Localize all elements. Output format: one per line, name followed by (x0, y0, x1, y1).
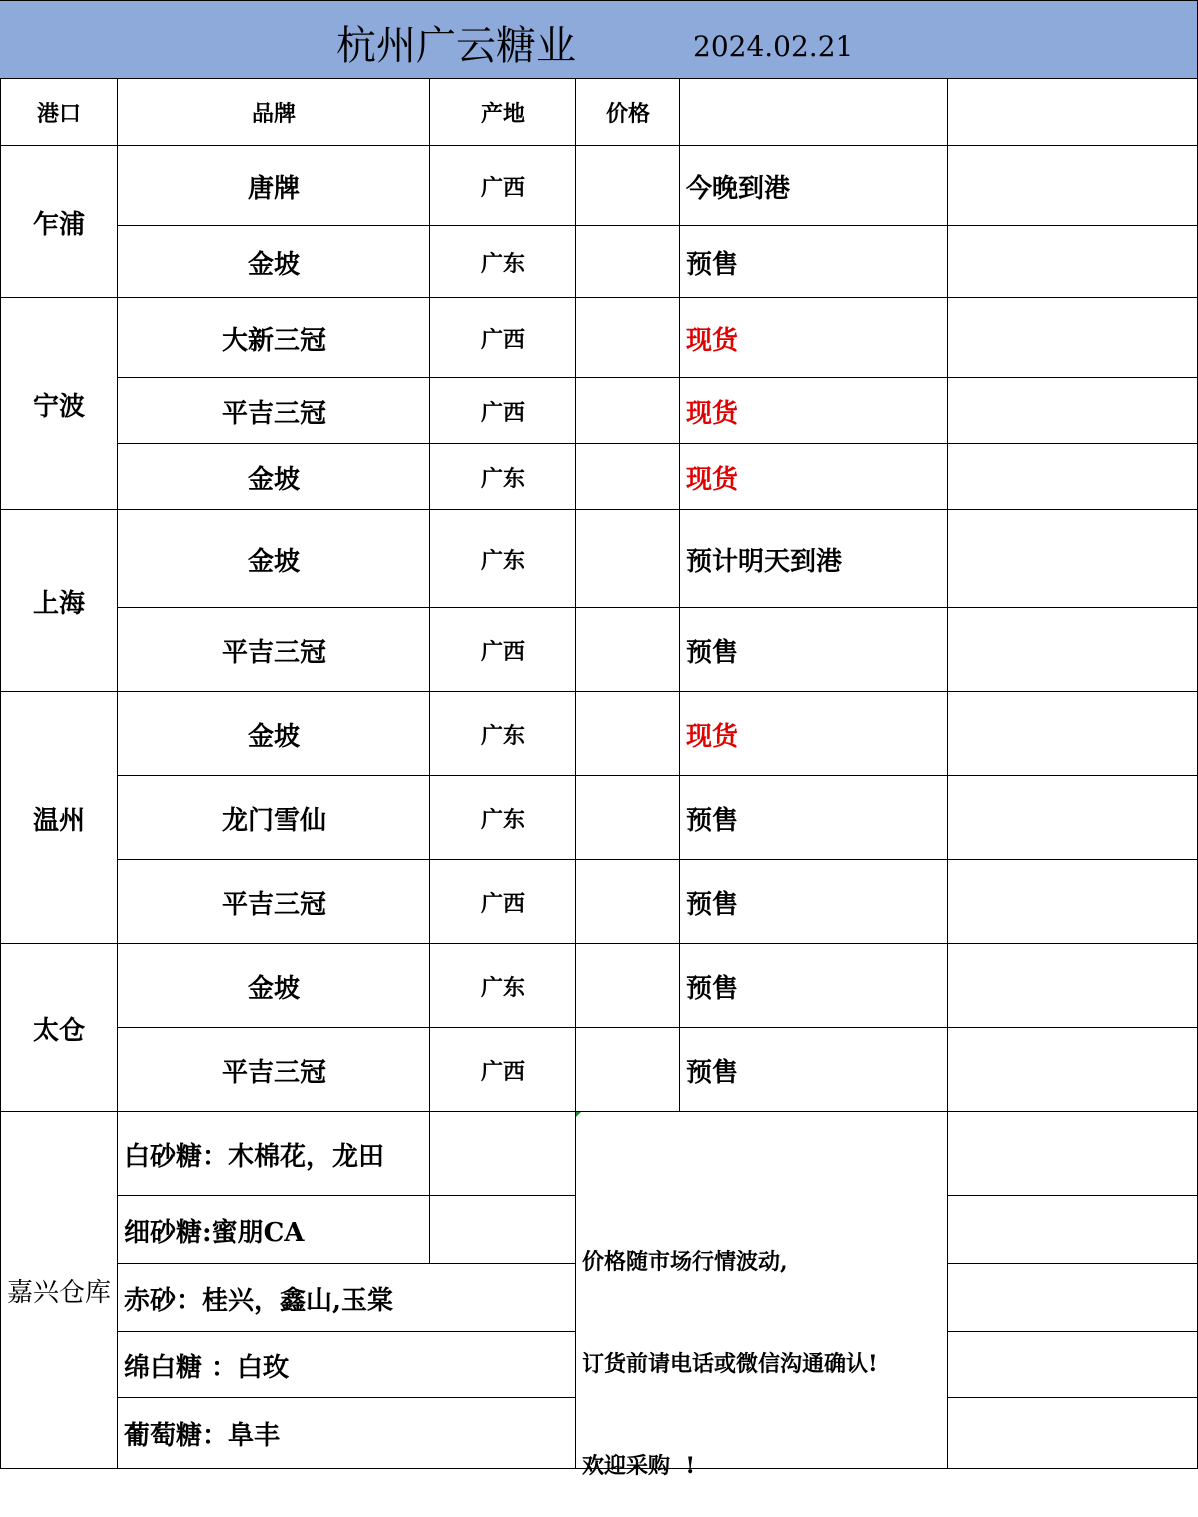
status-cell: 今晚到港 (686, 173, 791, 204)
status-cell: 现货 (686, 464, 739, 495)
origin-cell: 广东 (480, 806, 525, 833)
grid-line (575, 79, 576, 1469)
brand-cell: 金坡 (247, 249, 300, 280)
status-cell: 现货 (686, 325, 739, 356)
port-cell: 太仓 (32, 1015, 85, 1046)
header-origin: 产地 (480, 101, 525, 127)
status-cell: 预售 (686, 889, 739, 920)
header-brand: 品牌 (251, 101, 296, 127)
header-port: 港口 (36, 101, 81, 127)
origin-cell: 广东 (480, 722, 525, 749)
brand-cell: 平吉三冠 (221, 398, 326, 429)
inventory-item: 葡萄糖：阜丰 (124, 1421, 281, 1451)
brand-cell: 平吉三冠 (221, 889, 326, 920)
grid-line (947, 79, 948, 1469)
origin-cell: 广东 (480, 547, 525, 574)
origin-cell: 广西 (480, 638, 525, 665)
brand-cell: 金坡 (247, 973, 300, 1004)
status-cell: 现货 (686, 398, 739, 429)
origin-cell: 广西 (480, 890, 525, 917)
status-cell: 预计明天到港 (686, 546, 843, 577)
brand-cell: 龙门雪仙 (221, 805, 326, 836)
brand-cell: 金坡 (247, 464, 300, 495)
status-cell: 预售 (686, 249, 739, 280)
grid-line (948, 1195, 1198, 1196)
brand-cell: 平吉三冠 (221, 1057, 326, 1088)
inventory-item: 赤砂：桂兴，鑫山,玉棠 (124, 1285, 394, 1316)
cell-comment-marker (576, 1112, 581, 1117)
warehouse-cell: 嘉兴仓库 (6, 1278, 111, 1308)
grid-line (948, 1331, 1198, 1332)
status-cell: 现货 (686, 721, 739, 752)
inventory-item: 白砂糖：木棉花，龙田 (124, 1141, 385, 1172)
note-line: 欢迎采购 ! (582, 1453, 695, 1479)
inventory-item: 细砂糖:蜜朋CA (124, 1217, 305, 1248)
grid-line (948, 1263, 1198, 1264)
grid-line (948, 1397, 1198, 1398)
page-title: 杭州广云糖业 (336, 23, 576, 69)
port-cell: 上海 (32, 588, 85, 619)
brand-cell: 平吉三冠 (221, 637, 326, 668)
brand-cell: 大新三冠 (221, 325, 326, 356)
port-cell: 宁波 (32, 391, 85, 422)
origin-cell: 广西 (480, 1058, 525, 1085)
status-cell: 预售 (686, 1057, 739, 1088)
brand-cell: 唐牌 (247, 173, 300, 204)
port-cell: 乍浦 (32, 209, 85, 240)
grid-line (0, 78, 1198, 79)
header-price: 价格 (605, 101, 650, 127)
grid-line (117, 79, 118, 1469)
grid-line (0, 145, 1198, 146)
port-cell: 温州 (32, 805, 85, 836)
price-note (582, 1177, 878, 1517)
note-line: 价格随市场行情波动, (582, 1249, 788, 1275)
origin-cell: 广西 (480, 174, 525, 201)
grid-line (0, 79, 1, 1469)
brand-cell: 金坡 (247, 546, 300, 577)
origin-cell: 广西 (480, 399, 525, 426)
grid-line (679, 79, 680, 1112)
origin-cell: 广东 (480, 250, 525, 277)
status-cell: 预售 (686, 973, 739, 1004)
origin-cell: 广东 (480, 974, 525, 1001)
status-cell: 预售 (686, 805, 739, 836)
inventory-item: 绵白糖 ：白玫 (124, 1352, 290, 1383)
origin-cell: 广东 (480, 465, 525, 492)
origin-cell: 广西 (480, 326, 525, 353)
grid-line (429, 79, 430, 1264)
page-date: 2024.02.21 (693, 30, 854, 63)
brand-cell: 金坡 (247, 721, 300, 752)
status-cell: 预售 (686, 637, 739, 668)
grid-line (0, 0, 1198, 1)
note-line: 订货前请电话或微信沟通确认! (582, 1351, 878, 1377)
title-bar (0, 0, 1198, 79)
